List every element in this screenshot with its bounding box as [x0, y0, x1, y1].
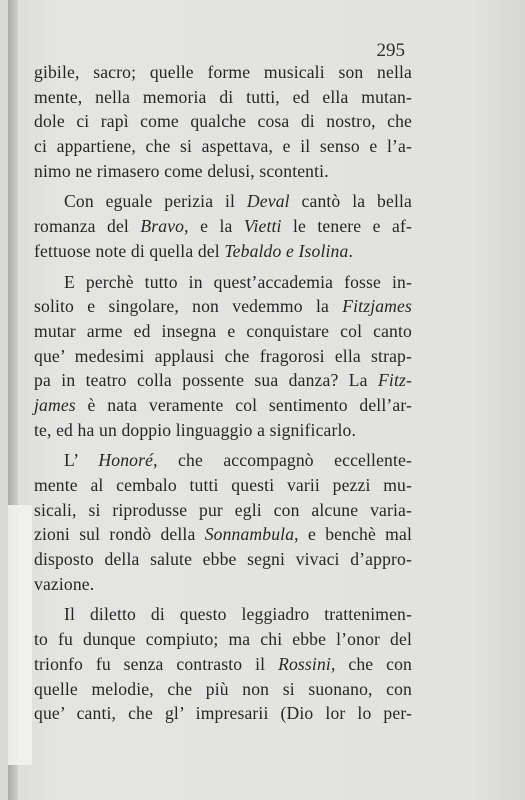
text-line: te, ed ha un doppio linguaggio a significarlo.: [34, 419, 357, 440]
text-line: mutar arme ed insegna e conquistare col canto: [34, 320, 412, 341]
text-line: trionfo fu senza contrasto il Rossini, che con: [34, 653, 412, 674]
page-number: 295: [376, 40, 405, 61]
text-line: solito e singolare, non vedemmo la Fitzjames: [34, 296, 412, 317]
book-page: [8, 0, 525, 800]
text-line: quelle melodie, che più non si suonano, con: [34, 678, 412, 699]
text-line: Con eguale perizia il Deval cantò la bella: [64, 191, 412, 212]
text-line: zioni sul rondò della Sonnambula, e benchè mal: [34, 524, 413, 545]
body-text: [34, 60, 412, 726]
text-line: ci appartiene, che si aspettava, e il senso e l’a-: [34, 136, 412, 157]
text-line: vazione.: [34, 573, 95, 594]
text-line: sicali, si riprodusse pur egli con alcune varia-: [34, 499, 412, 520]
text-line: que’ medesimi applausi che fragorosi ella strap-: [34, 345, 412, 366]
text-line: mente, nella memoria di tutti, ed ella mutan-: [34, 86, 412, 107]
text-line: gibile, sacro; quelle forme musicali son nella: [34, 62, 412, 82]
text-line: dole ci rapì come qualche cosa di nostro, che: [34, 111, 412, 132]
text-line: E perchè tutto in quest’accademia fosse in-: [64, 271, 412, 292]
text-line: pa in teatro colla possente sua danza? La Fitz-: [34, 370, 412, 391]
text-line: to fu dunque compiuto; ma chi ebbe l’onor del: [34, 629, 412, 650]
page-stain: [8, 505, 32, 765]
text-line: Il diletto di questo leggiadro trattenimen-: [64, 604, 412, 625]
text-line: nimo ne rimasero come delusi, scontenti.: [34, 160, 329, 181]
text-line: que’ canti, che gl’ impresarii (Dio lor lo per-: [34, 703, 412, 724]
text-line: romanza del Bravo, e la Vietti le tenere e af-: [34, 216, 412, 237]
text-line: mente al cembalo tutti questi varii pezzi mu-: [34, 475, 412, 495]
text-line: disposto della salute ebbe segni vivaci d’appro-: [34, 549, 412, 570]
text-line: james è nata veramente col sentimento dell’ar-: [34, 394, 412, 415]
text-line: fettuose note di quella del Tebaldo e Isolina.: [34, 240, 353, 261]
text-line: L’ Honoré, che accompagnò eccellente-: [64, 450, 412, 471]
